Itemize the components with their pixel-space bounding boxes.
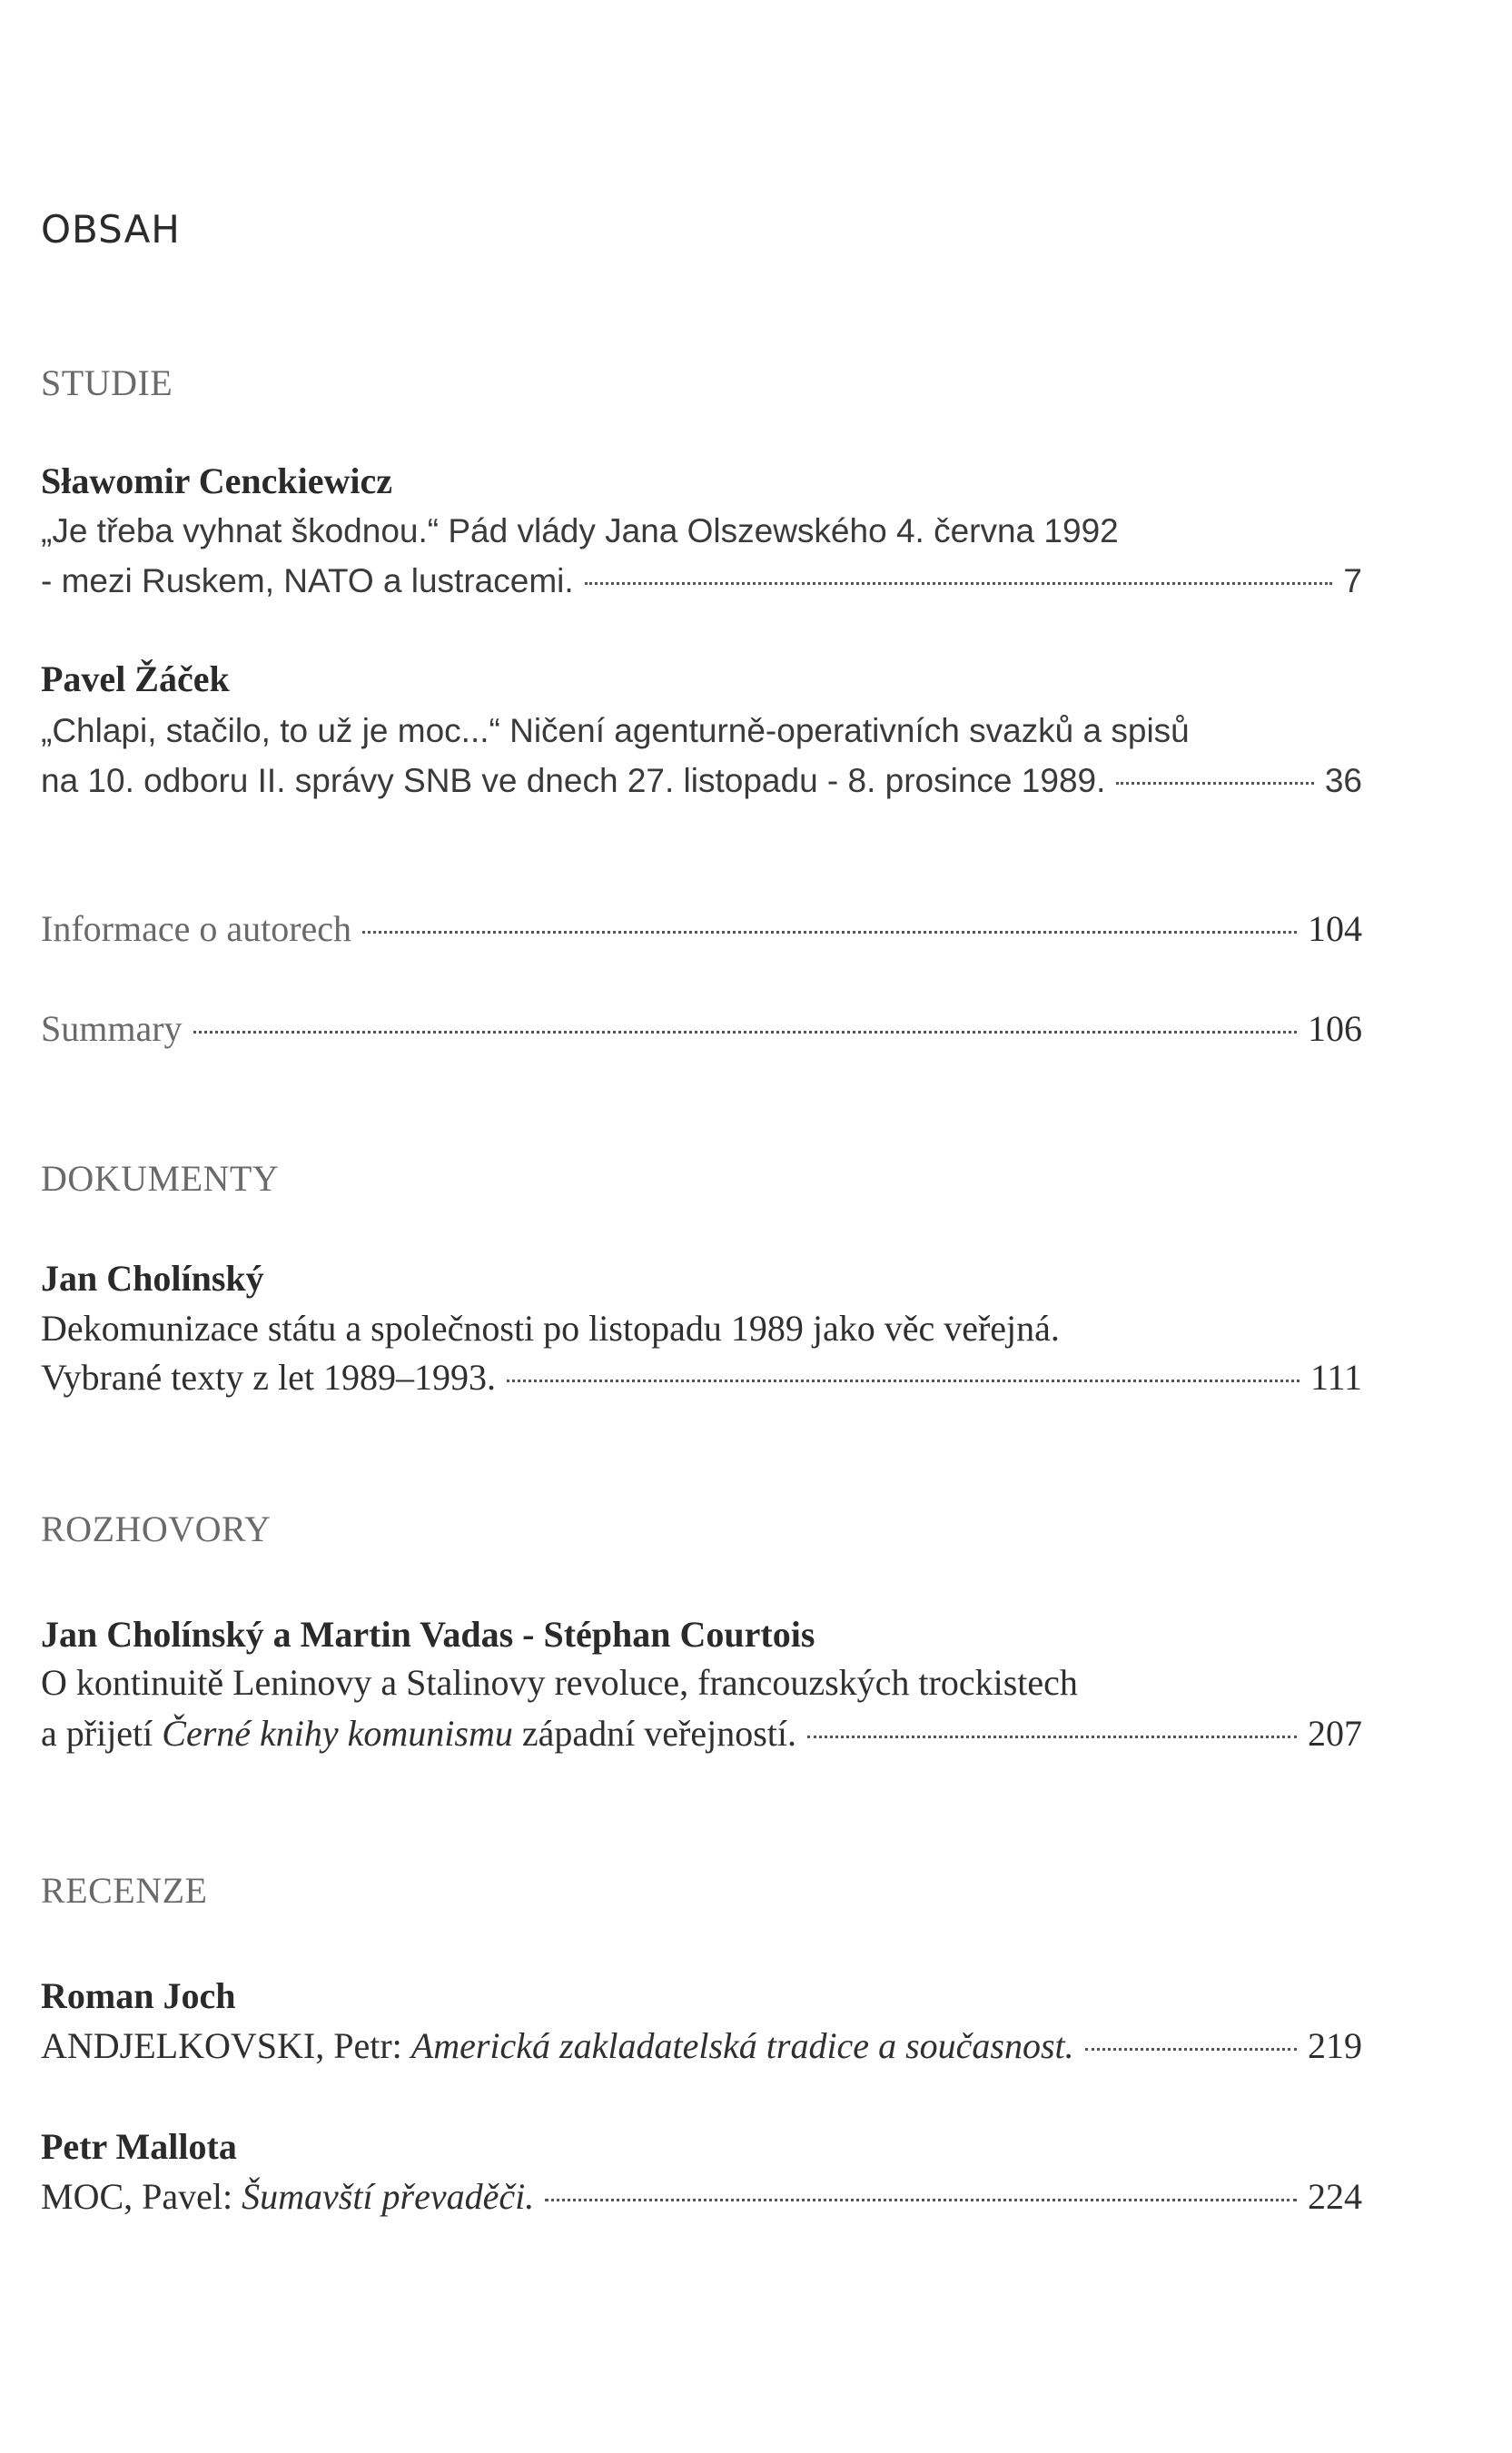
- entry-title-line: na 10. odboru II. správy SNB ve dnech 27. listopadu - 8. prosince 1989.: [41, 762, 1106, 799]
- entry-title-line: ANDJELKOVSKI, Petr: Americká zakladatelská tradice a současnost.: [41, 2025, 1074, 2066]
- entry-author: Sławomir Cenckiewicz: [41, 460, 392, 501]
- dot-leader: [1085, 2048, 1297, 2051]
- entry-author: Jan Cholínský a Martin Vadas - Stéphan Courtois: [41, 1614, 815, 1655]
- page-number: 207: [1308, 1713, 1362, 1754]
- entry-author: Pavel Žáček: [41, 658, 230, 699]
- entry-title-line: „Chlapi, stačilo, to už je moc...“ Ničení agenturně-operativních svazků a spisů: [41, 712, 1190, 749]
- entry-author: Petr Mallota: [41, 2126, 237, 2167]
- toc-entry-courtois[interactable]: [41, 1711, 1362, 1756]
- dot-leader: [545, 2199, 1297, 2201]
- toc-entry-cenckiewicz[interactable]: [41, 559, 1362, 604]
- page-number: 104: [1308, 908, 1362, 949]
- book-title: Šumavští převaděči.: [242, 2176, 535, 2217]
- entry-title-line: MOC, Pavel: Šumavští převaděči.: [41, 2176, 535, 2217]
- entry-title-line: Dekomunizace státu a společnosti po listopadu 1989 jako věc veřejná.: [41, 1308, 1060, 1349]
- page-title: OBSAH: [41, 207, 181, 252]
- entry-title-line: Vybrané texty z let 1989–1993.: [41, 1357, 496, 1398]
- entry-title-line: O kontinuitě Leninovy a Stalinovy revoluce, francouzských trockistech: [41, 1662, 1078, 1703]
- section-heading-dokumenty: DOKUMENTY: [41, 1158, 280, 1199]
- dot-leader: [362, 931, 1297, 934]
- dot-leader: [807, 1736, 1297, 1738]
- entry-author: Roman Joch: [41, 1975, 236, 2016]
- entry-title-line: „Je třeba vyhnat škodnou.“ Pád vlády Jana Olszewského 4. června 1992: [41, 512, 1119, 549]
- toc-entry-summary[interactable]: [41, 1006, 1362, 1052]
- entry-author: Jan Cholínský: [41, 1258, 264, 1299]
- section-heading-studie: STUDIE: [41, 362, 173, 403]
- dot-leader: [507, 1380, 1300, 1382]
- page-number: 7: [1343, 562, 1362, 599]
- dot-leader: [193, 1031, 1297, 1034]
- toc-entry-joch[interactable]: [41, 2023, 1362, 2069]
- toc-entry-mallota[interactable]: [41, 2174, 1362, 2220]
- toc-entry-cholinsky[interactable]: [41, 1355, 1362, 1400]
- entry-title-line: a přijetí Černé knihy komunismu západní veřejností.: [41, 1713, 796, 1754]
- page-number: 224: [1308, 2176, 1362, 2217]
- section-heading-recenze: RECENZE: [41, 1870, 208, 1911]
- entry-label: Summary: [41, 1008, 183, 1049]
- dot-leader: [1116, 782, 1313, 785]
- entry-label: Informace o autorech: [41, 908, 352, 949]
- page-number: 36: [1324, 762, 1362, 799]
- entry-title-line: - mezi Ruskem, NATO a lustracemi.: [41, 562, 574, 599]
- dot-leader: [585, 582, 1333, 585]
- page-number: 111: [1309, 1357, 1362, 1398]
- section-heading-rozhovory: ROZHOVORY: [41, 1508, 272, 1549]
- book-title: Americká zakladatelská tradice a současnost.: [410, 2025, 1074, 2066]
- book-title: Černé knihy komunismu: [162, 1713, 513, 1754]
- page-number: 219: [1308, 2025, 1362, 2066]
- toc-entry-informace[interactable]: [41, 906, 1362, 952]
- page-number: 106: [1308, 1008, 1362, 1049]
- toc-entry-zacek[interactable]: [41, 758, 1362, 804]
